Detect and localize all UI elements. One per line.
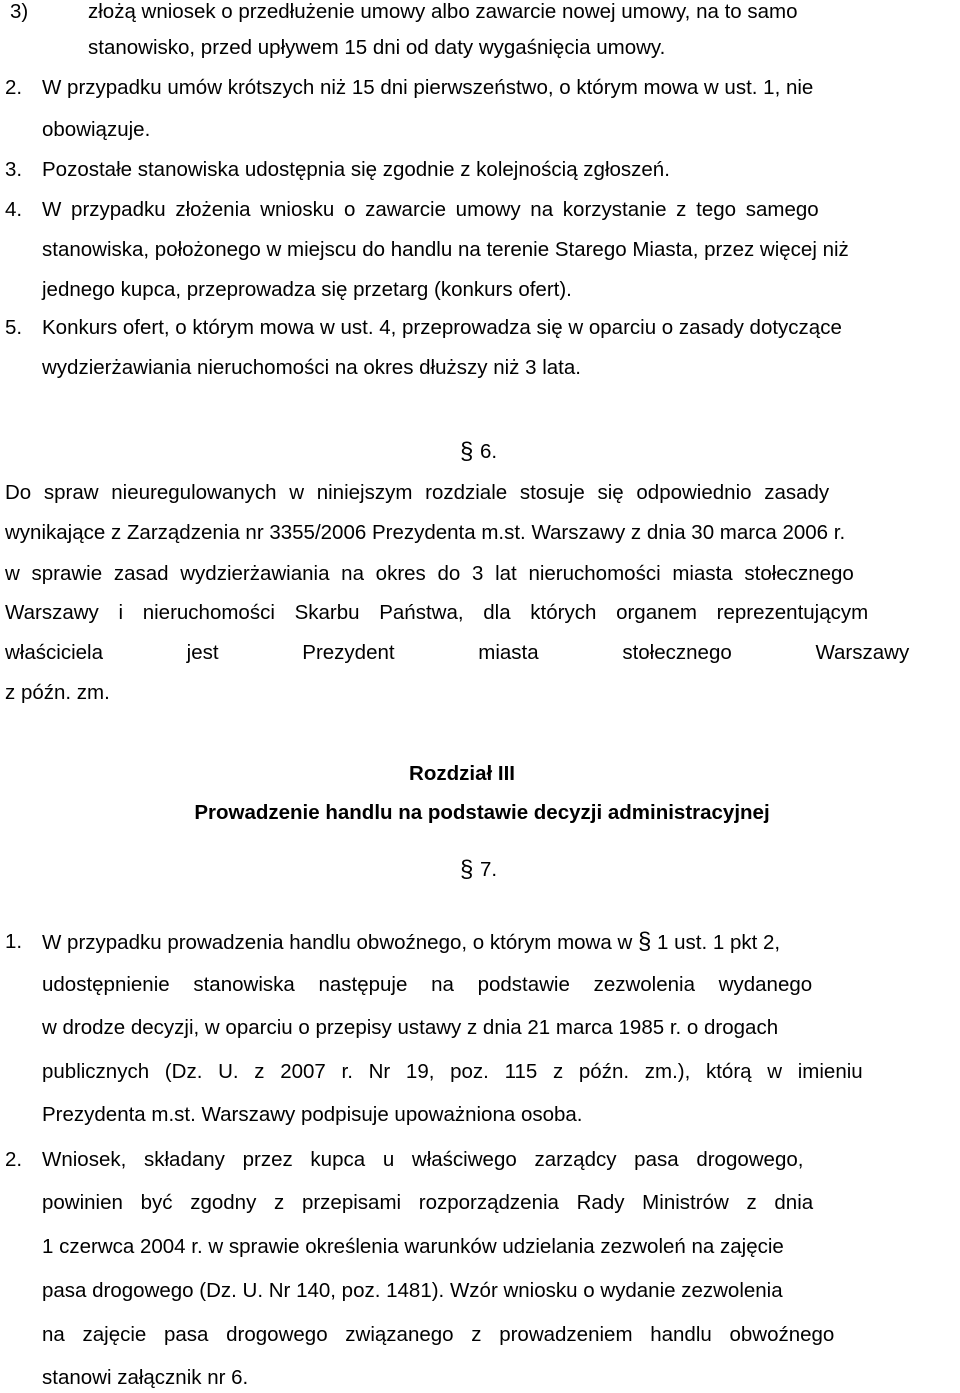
- paragraph-line: Konkurs ofert, o którym mowa w ust. 4, przeprowadza się w oparciu o zasady dotyczące: [42, 316, 842, 339]
- section-symbol: §: [460, 856, 474, 883]
- section-number: 6.: [480, 440, 498, 463]
- paragraph-line: Warszawy i nieruchomości Skarbu Państwa, dla których organem reprezentującym: [5, 601, 869, 624]
- paragraph-line: Prezydenta m.st. Warszawy podpisuje upoważniona osoba.: [42, 1103, 583, 1126]
- paragraph-number: 4.: [5, 198, 23, 221]
- paragraph-line: obowiązuje.: [42, 118, 151, 141]
- section-symbol: §: [637, 928, 652, 955]
- paragraph-number: 2.: [5, 76, 23, 99]
- paragraph-line: stanowiska, położonego w miejscu do handlu na terenie Starego Miasta, przez więcej niż: [42, 238, 849, 261]
- paragraph-line: Do spraw nieuregulowanych w niniejszym rozdziale stosuje się odpowiednio zasady: [5, 481, 830, 504]
- chapter-title: Rozdział III: [409, 762, 515, 785]
- paragraph-number: 5.: [5, 316, 23, 339]
- paragraph-line: powinien być zgodny z przepisami rozporządzenia Rady Ministrów z dnia: [42, 1191, 814, 1214]
- text-span: złożą wniosek o przedłużenie umowy albo zawarcie nowej umowy, na to samo: [88, 0, 798, 23]
- paragraph-line: jednego kupca, przeprowadza się przetarg (konkurs ofert).: [42, 278, 572, 301]
- paragraph-line: Wniosek, składany przez kupca u właściwego zarządcy pasa drogowego,: [42, 1148, 804, 1171]
- paragraph-line: w sprawie zasad wydzierżawiania na okres do 3 lat nieruchomości miasta stołecznego: [5, 562, 854, 585]
- paragraph-line: [42, 930, 780, 955]
- paragraph-number: 3.: [5, 158, 23, 181]
- paragraph-number: 1.: [5, 930, 23, 953]
- paragraph-line: [88, 0, 960, 24]
- paragraph-line: wynikające z Zarządzenia nr 3355/2006 Prezydenta m.st. Warszawy z dnia 30 marca 2006 r.: [5, 521, 846, 544]
- paragraph-line: 1 czerwca 2004 r. w sprawie określenia warunków udzielania zezwoleń na zajęcie: [42, 1235, 784, 1258]
- paragraph-number: 2.: [5, 1148, 23, 1171]
- section-number: 7.: [480, 858, 498, 881]
- paragraph-line: pasa drogowego (Dz. U. Nr 140, poz. 1481). Wzór wniosku o wydanie zezwolenia: [42, 1279, 783, 1302]
- paragraph-line: W przypadku złożenia wniosku o zawarcie umowy na korzystanie z tego samego: [42, 198, 819, 221]
- paragraph-line: publicznych (Dz. U. z 2007 r. Nr 19, poz. 115 z późn. zm.), którą w imieniu: [42, 1060, 863, 1083]
- paragraph-line: W przypadku umów krótszych niż 15 dni pierwszeństwo, o którym mowa w ust. 1, nie: [42, 76, 814, 99]
- paragraph-line: udostępnienie stanowiska następuje na podstawie zezwolenia wydanego: [42, 973, 813, 996]
- text-span: 1 ust. 1 pkt 2,: [657, 931, 781, 954]
- paragraph-line: właściciela jest Prezydent miasta stołecznego Warszawy: [5, 641, 910, 664]
- paragraph-line: na zajęcie pasa drogowego związanego z prowadzeniem handlu obwoźnego: [42, 1323, 835, 1346]
- text-span: W przypadku prowadzenia handlu obwoźnego, o którym mowa w: [42, 931, 633, 954]
- paragraph-line: w drodze decyzji, w oparciu o przepisy ustawy z dnia 21 marca 1985 r. o drogach: [42, 1016, 779, 1039]
- paragraph-line: wydzierżawiania nieruchomości na okres dłuższy niż 3 lata.: [42, 356, 581, 379]
- paragraph-line: Pozostałe stanowiska udostępnia się zgodnie z kolejnością zgłoszeń.: [42, 158, 670, 181]
- paragraph-line: stanowi załącznik nr 6.: [42, 1366, 249, 1389]
- paragraph-line: stanowisko, przed upływem 15 dni od daty wygaśnięcia umowy.: [88, 36, 666, 59]
- section-symbol: §: [460, 438, 474, 465]
- chapter-subtitle: Prowadzenie handlu na podstawie decyzji administracyjnej: [194, 801, 770, 824]
- list-item-number: 3): [10, 0, 29, 23]
- paragraph-line: z późn. zm.: [5, 681, 110, 704]
